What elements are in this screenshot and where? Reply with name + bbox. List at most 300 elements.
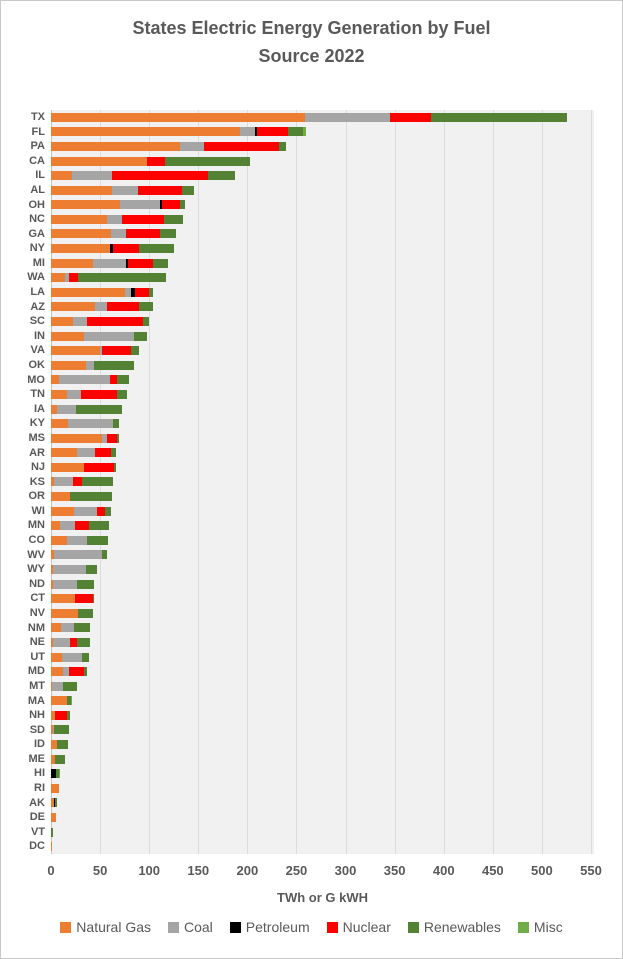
y-label-mt: MT [29,679,45,692]
bar-al [51,186,194,195]
segment-coal-co [67,536,88,545]
y-label-mi: MI [32,256,45,269]
bar-row-mi [51,256,594,271]
y-label-tn: TN [30,388,45,401]
legend-item-natural-gas [60,919,151,935]
y-label-nm: NM [27,621,45,634]
segment-coal-nc [107,215,122,224]
segment-natural-gas-ri [51,784,59,793]
bar-ri [51,784,59,793]
y-label-ia: IA [34,402,45,415]
y-label-az: AZ [30,300,45,313]
bar-row-ak [51,796,594,811]
bar-ok [51,361,134,370]
segment-renewables-wi [105,507,111,516]
segment-renewables-ak [55,798,57,807]
segment-coal-tx [305,113,389,122]
segment-renewables-md [84,667,87,676]
bar-de [51,813,56,822]
plot-area [51,110,594,854]
bar-ut [51,653,89,662]
bar-ma [51,696,72,705]
segment-renewables-sd [54,725,69,734]
bar-row-de [51,810,594,825]
segment-coal-mn [60,521,75,530]
segment-renewables-ne [77,638,91,647]
bar-row-nm [51,621,594,636]
y-label-me: ME [28,752,45,765]
x-tick-label-200: 200 [236,863,259,878]
segment-renewables-ga [160,229,176,238]
y-label-nj: NJ [30,461,45,474]
segment-nuclear-oh [162,200,180,209]
bar-wy [51,565,97,574]
segment-renewables-oh [180,200,186,209]
segment-natural-gas-sc [51,317,73,326]
segment-nuclear-ga [126,229,160,238]
bar-row-la [51,285,594,300]
y-label-ma: MA [27,694,45,707]
segment-renewables-vt [51,828,53,837]
segment-coal-ky [68,419,113,428]
segment-nuclear-ny [113,244,140,253]
y-label-or: OR [28,490,45,503]
y-label-ms: MS [28,431,45,444]
bar-ms [51,434,119,443]
bar-row-ne [51,635,594,650]
segment-renewables-ks [82,477,112,486]
bar-ks [51,477,113,486]
bar-row-nc [51,212,594,227]
segment-renewables-ms [117,434,119,443]
segment-renewables-al [182,186,195,195]
segment-coal-nm [61,623,74,632]
y-label-ut: UT [30,650,45,663]
bar-nd [51,580,94,589]
segment-nuclear-tx [390,113,431,122]
segment-natural-gas-co [51,536,67,545]
bar-ar [51,448,116,457]
segment-renewables-az [139,302,153,311]
segment-natural-gas-de [51,813,56,822]
bar-la [51,288,153,297]
segment-coal-ne [53,638,70,647]
segment-natural-gas-ar [51,448,77,457]
bar-row-il [51,168,594,183]
segment-coal-nd [53,580,77,589]
segment-misc-hi [59,769,60,778]
bar-row-ri [51,781,594,796]
segment-renewables-wv [102,550,107,559]
bar-mo [51,375,129,384]
segment-coal-ga [111,229,126,238]
segment-natural-gas-ma [51,696,67,705]
bar-vt [51,828,53,837]
bar-row-ok [51,358,594,373]
x-axis-tick-labels [1,863,622,883]
bar-id [51,740,68,749]
segment-misc-fl [303,127,306,136]
segment-renewables-ny [139,244,173,253]
legend-item-coal [168,919,213,935]
segment-nuclear-ct [75,594,94,603]
y-label-in: IN [34,329,45,342]
y-label-wv: WV [27,548,45,561]
segment-natural-gas-md [51,667,63,676]
bar-row-sd [51,723,594,738]
y-label-ak: AK [29,796,45,809]
x-tick-label-250: 250 [285,863,308,878]
y-label-wy: WY [27,563,45,576]
segment-nuclear-fl [257,127,287,136]
y-axis-labels [1,110,45,854]
bar-row-wa [51,270,594,285]
segment-natural-gas-ms [51,434,102,443]
y-label-nh: NH [29,709,45,722]
bar-row-ma [51,694,594,709]
legend-swatch-coal-icon [168,922,179,933]
legend-label-petroleum: Petroleum [245,919,310,935]
bar-row-nh [51,708,594,723]
bar-ny [51,244,174,253]
segment-renewables-pa [279,142,286,151]
x-tick-label-400: 400 [432,863,455,878]
segment-coal-ia [57,405,76,414]
bar-row-wv [51,548,594,563]
segment-coal-ut [62,653,83,662]
bar-tn [51,390,127,399]
segment-renewables-nj [114,463,116,472]
y-label-fl: FL [31,125,45,138]
segment-nuclear-ca [147,157,165,166]
segment-coal-mt [52,682,63,691]
segment-renewables-id [57,740,68,749]
bar-row-ms [51,431,594,446]
x-tick-label-150: 150 [187,863,210,878]
bar-row-or [51,489,594,504]
y-label-md: MD [27,665,45,678]
segment-coal-fl [240,127,255,136]
segment-coal-ar [77,448,96,457]
bar-wi [51,507,111,516]
bar-row-mo [51,373,594,388]
y-label-pa: PA [30,140,45,153]
segment-renewables-mi [153,259,168,268]
bar-row-me [51,752,594,767]
bar-pa [51,142,286,151]
segment-natural-gas-la [51,288,125,297]
legend-swatch-natural-gas-icon [60,922,71,933]
y-label-wa: WA [27,271,45,284]
segment-nuclear-nj [84,463,113,472]
segment-coal-ok [86,361,94,370]
bar-row-ia [51,402,594,417]
segment-natural-gas-fl [51,127,240,136]
segment-renewables-in [134,332,147,341]
segment-natural-gas-pa [51,142,180,151]
bar-nc [51,215,183,224]
segment-natural-gas-wi [51,507,74,516]
bar-nm [51,623,90,632]
segment-natural-gas-wa [51,273,65,282]
bar-row-nv [51,606,594,621]
segment-renewables-va [131,346,140,355]
y-label-ky: KY [29,417,45,430]
y-label-sc: SC [29,315,45,328]
segment-renewables-mo [117,375,129,384]
segment-natural-gas-mo [51,375,59,384]
bar-il [51,171,235,180]
bar-row-tx [51,110,594,125]
legend-item-nuclear [327,919,391,935]
segment-renewables-la [149,288,153,297]
y-label-la: LA [30,286,45,299]
y-label-nv: NV [29,607,45,619]
bar-row-in [51,329,594,344]
legend-swatch-misc-icon [518,922,529,933]
bar-row-ks [51,475,594,490]
bar-mi [51,259,168,268]
segment-nuclear-il [112,171,208,180]
bar-ca [51,157,250,166]
segment-renewables-nh [67,711,70,720]
bar-row-vt [51,825,594,840]
x-tick-label-550: 550 [580,863,602,878]
bar-row-ar [51,446,594,461]
y-label-ga: GA [28,227,45,240]
y-label-oh: OH [28,198,45,211]
segment-renewables-ar [111,448,116,457]
y-label-al: AL [30,183,45,196]
bar-co [51,536,108,545]
y-label-de: DE [29,811,45,824]
segment-renewables-tx [431,113,567,122]
bar-in [51,332,147,341]
segment-renewables-nm [74,623,91,632]
segment-renewables-tn [117,390,127,399]
bar-row-wy [51,562,594,577]
y-label-nc: NC [29,213,45,226]
segment-coal-wi [74,507,98,516]
segment-coal-pa [180,142,205,151]
segment-nuclear-wa [69,273,79,282]
segment-nuclear-mi [128,259,154,268]
segment-renewables-nc [164,215,183,224]
bar-row-hi [51,766,594,781]
segment-nuclear-tn [81,390,116,399]
segment-nuclear-la [135,288,149,297]
segment-natural-gas-nv [51,609,78,618]
segment-nuclear-md [69,667,85,676]
segment-misc-ma [71,696,72,705]
segment-nuclear-al [138,186,181,195]
y-label-co: CO [28,534,45,547]
y-label-mo: MO [27,373,45,386]
y-label-mn: MN [27,519,45,532]
segment-natural-gas-ny [51,244,110,253]
segment-nuclear-va [102,346,130,355]
segment-nuclear-pa [204,142,279,151]
segment-coal-ks [54,477,73,486]
segment-natural-gas-ut [51,653,62,662]
bar-nv [51,609,93,618]
y-label-va: VA [30,344,45,357]
segment-coal-wy [53,565,86,574]
segment-nuclear-ms [107,434,117,443]
segment-renewables-wa [78,273,165,282]
bar-sc [51,317,149,326]
y-label-vt: VT [30,825,45,838]
segment-natural-gas-il [51,171,72,180]
segment-nuclear-ne [70,638,77,647]
x-tick-label-500: 500 [531,863,553,878]
segment-renewables-ia [76,405,122,414]
bar-hi [51,769,60,778]
segment-coal-wv [54,550,102,559]
segment-coal-in [84,332,134,341]
y-label-ny: NY [29,242,45,255]
bar-or [51,492,112,501]
x-tick-label-0: 0 [47,863,55,878]
bar-row-md [51,664,594,679]
y-label-ct: CT [30,592,45,605]
legend-label-coal: Coal [184,919,213,935]
segment-natural-gas-or [51,492,70,501]
segment-natural-gas-in [51,332,84,341]
y-label-ne: NE [29,636,45,649]
legend-label-renewables: Renewables [423,919,501,935]
bar-nj [51,463,116,472]
segment-natural-gas-va [51,346,100,355]
x-tick-label-100: 100 [138,863,161,878]
segment-natural-gas-tx [51,113,305,122]
y-label-ok: OK [28,359,45,371]
bar-row-al [51,183,594,198]
legend [1,919,622,935]
segment-natural-gas-nm [51,623,61,632]
legend-swatch-nuclear-icon [327,922,338,933]
legend-swatch-petroleum-icon [230,922,241,933]
y-label-il: IL [35,169,45,182]
segment-renewables-ut [82,653,89,662]
y-label-ca: CA [29,154,45,167]
bar-oh [51,200,185,209]
bar-row-nd [51,577,594,592]
chart-title-line2: Source 2022 [258,45,365,66]
segment-natural-gas-nc [51,215,107,224]
bar-row-sc [51,314,594,329]
y-label-wi: WI [31,504,45,517]
bar-row-ct [51,591,594,606]
segment-renewables-sc [143,317,149,326]
segment-natural-gas-al [51,186,112,195]
segment-renewables-co [87,536,108,545]
legend-item-renewables [408,919,501,935]
bar-row-ky [51,416,594,431]
segment-nuclear-ar [95,448,111,457]
segment-coal-mi [93,259,125,268]
segment-nuclear-az [107,302,139,311]
y-label-hi: HI [34,767,45,780]
bar-row-ca [51,154,594,169]
segment-coal-tn [67,390,82,399]
legend-label-misc: Misc [533,919,563,935]
segment-natural-gas-oh [51,200,120,209]
segment-coal-mo [59,375,110,384]
x-tick-label-350: 350 [383,863,406,878]
segment-natural-gas-ga [51,229,111,238]
bar-row-wi [51,504,594,519]
segment-renewables-nv [78,609,94,618]
segment-nuclear-sc [87,317,143,326]
x-tick-label-300: 300 [334,863,357,878]
segment-natural-gas-ca [51,157,147,166]
bar-sd [51,725,69,734]
segment-coal-sc [73,317,88,326]
bar-tx [51,113,567,122]
x-axis-title: TWh or G kWH [277,890,368,905]
x-tick-label-50: 50 [92,863,108,878]
segment-renewables-wy [86,565,97,574]
bar-row-az [51,300,594,315]
legend-item-petroleum [230,919,310,935]
y-label-id: ID [34,738,45,751]
segment-renewables-ok [94,361,134,370]
bar-row-dc [51,839,594,854]
segment-renewables-ct [93,594,94,603]
bar-row-id [51,737,594,752]
bar-wa [51,273,166,282]
y-label-ar: AR [29,446,45,459]
segment-nuclear-nh [55,711,67,720]
y-label-sd: SD [29,723,45,736]
segment-renewables-mt [63,682,78,691]
bar-row-va [51,343,594,358]
bar-ky [51,419,119,428]
chart-title-line1: States Electric Energy Generation by Fuel [132,18,491,38]
y-label-nd: ND [29,577,45,590]
bar-row-ga [51,227,594,242]
bar-ct [51,594,94,603]
segment-coal-il [72,171,112,180]
bar-va [51,346,139,355]
bar-row-pa [51,139,594,154]
segment-natural-gas-mi [51,259,93,268]
segment-nuclear-mn [75,521,90,530]
segment-nuclear-nc [122,215,164,224]
bar-row-tn [51,387,594,402]
y-label-ks: KS [29,475,45,488]
bar-ne [51,638,90,647]
segment-renewables-ky [113,419,119,428]
segment-coal-az [95,302,107,311]
segment-natural-gas-mn [51,521,60,530]
bar-row-fl [51,125,594,140]
bar-md [51,667,87,676]
legend-swatch-renewables-icon [408,922,419,933]
segment-natural-gas-tn [51,390,67,399]
y-label-tx: TX [30,111,45,123]
x-tick-label-450: 450 [481,863,504,878]
segment-renewables-fl [288,127,304,136]
segment-renewables-me [55,755,65,764]
legend-label-natural-gas: Natural Gas [76,919,151,935]
bar-ga [51,229,176,238]
segment-natural-gas-az [51,302,95,311]
segment-renewables-mn [89,521,109,530]
segment-renewables-nd [77,580,95,589]
y-label-ri: RI [34,782,45,795]
